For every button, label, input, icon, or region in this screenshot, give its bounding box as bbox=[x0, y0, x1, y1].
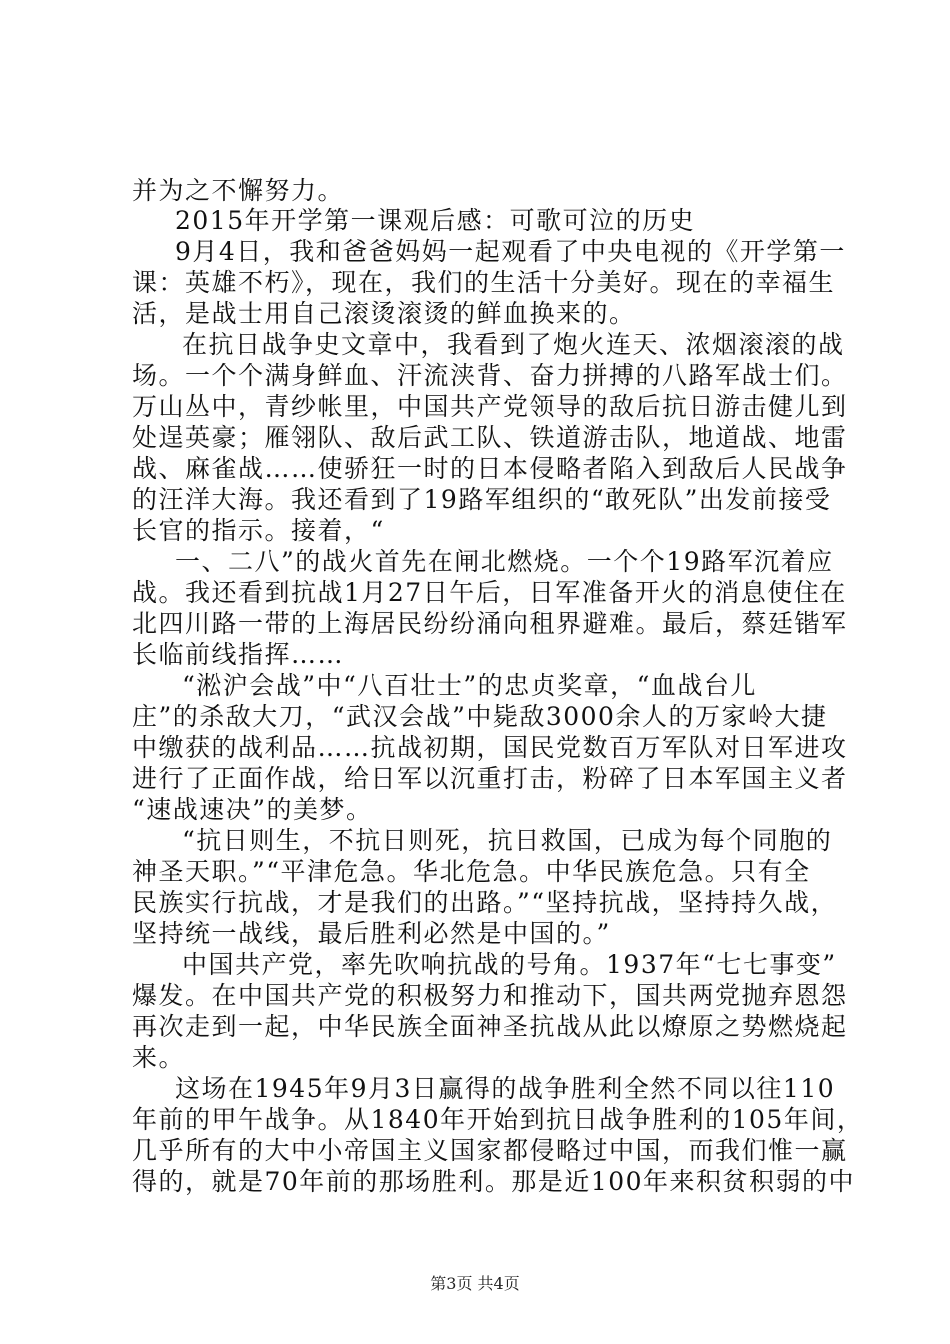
text-line: “速战速决”的美梦。 bbox=[132, 795, 373, 824]
text-line: 这场在1945年9月3日赢得的战争胜利全然不同以往110 bbox=[175, 1074, 836, 1103]
text-line: 9月4日，我和爸爸妈妈一起观看了中央电视的《开学第一 bbox=[175, 237, 846, 266]
text-line: 一、二八”的战火首先在闸北燃烧。一个个19路军沉着应 bbox=[175, 547, 834, 576]
text-line: 几乎所有的大中小帝国主义国家都侵略过中国，而我们惟一赢 bbox=[132, 1136, 848, 1165]
text-line: 庄”的杀敌大刀，“武汉会战”中毙敌3000余人的万家岭大捷 bbox=[132, 702, 828, 731]
text-line: 活，是战士用自己滚烫滚烫的鲜血换来的。 bbox=[132, 299, 636, 328]
page-number-footer: 第3页 共4页 bbox=[430, 1274, 520, 1293]
text-line: 北四川路一带的上海居民纷纷涌向租界避难。最后，蔡廷锴军 bbox=[132, 609, 848, 638]
essay-title: 2015年开学第一课观后感：可歌可泣的历史 bbox=[175, 206, 696, 235]
text-line: 万山丛中，青纱帐里，中国共产党领导的敌后抗日游击健儿到 bbox=[132, 392, 848, 421]
text-line: 再次走到一起，中华民族全面神圣抗战从此以燎原之势燃烧起 bbox=[132, 1012, 848, 1041]
text-line: 神圣天职。”“平津危急。华北危急。中华民族危急。只有全 bbox=[132, 857, 811, 886]
text-line: 场。一个个满身鲜血、汗流浃背、奋力拼搏的八路军战士们。 bbox=[132, 361, 848, 390]
text-line: 得的，就是70年前的那场胜利。那是近100年来积贫积弱的中 bbox=[132, 1167, 856, 1196]
text-line: 中缴获的战利品……抗战初期，国民党数百万军队对日军进攻 bbox=[132, 733, 848, 762]
text-line: 在抗日战争史文章中，我看到了炮火连天、浓烟滚滚的战 bbox=[182, 330, 845, 359]
text-line: “淞沪会战”中“八百壮士”的忠贞奖章，“血战台儿 bbox=[182, 671, 757, 700]
text-line: 中国共产党，率先吹响抗战的号角。1937年“七七事变” bbox=[182, 950, 837, 979]
text-line: “抗日则生，不抗日则死，抗日救国，已成为每个同胞的 bbox=[182, 826, 833, 855]
text-line: 年前的甲午战争。从1840年开始到抗日战争胜利的105年间， bbox=[132, 1105, 864, 1134]
text-line: 课：英雄不朽》，现在，我们的生活十分美好。现在的幸福生 bbox=[132, 268, 836, 297]
text-line: 长官的指示。接着，“ bbox=[132, 516, 385, 545]
text-line: 来。 bbox=[132, 1043, 186, 1072]
text-line: 坚持统一战线，最后胜利必然是中国的。” bbox=[132, 919, 611, 948]
text-line: 并为之不懈努力。 bbox=[132, 176, 345, 205]
text-line: 处逞英豪；雁翎队、敌后武工队、铁道游击队，地道战、地雷 bbox=[132, 423, 848, 452]
text-line: 的汪洋大海。我还看到了19路军组织的“敢死队”出发前接受 bbox=[132, 485, 832, 514]
text-line: 进行了正面作战，给日军以沉重打击，粉碎了日本军国主义者 bbox=[132, 764, 848, 793]
text-line: 战。我还看到抗战1月27日午后，日军准备开火的消息使住在 bbox=[132, 578, 847, 607]
text-line: 民族实行抗战，才是我们的出路。”“坚持抗战，坚持持久战， bbox=[132, 888, 838, 917]
text-line: 战、麻雀战……使骄狂一时的日本侵略者陷入到敌后人民战争 bbox=[132, 454, 848, 483]
text-line: 爆发。在中国共产党的积极努力和推动下，国共两党抛弃恩怨 bbox=[132, 981, 848, 1010]
text-line: 长临前线指挥…… bbox=[132, 640, 345, 669]
